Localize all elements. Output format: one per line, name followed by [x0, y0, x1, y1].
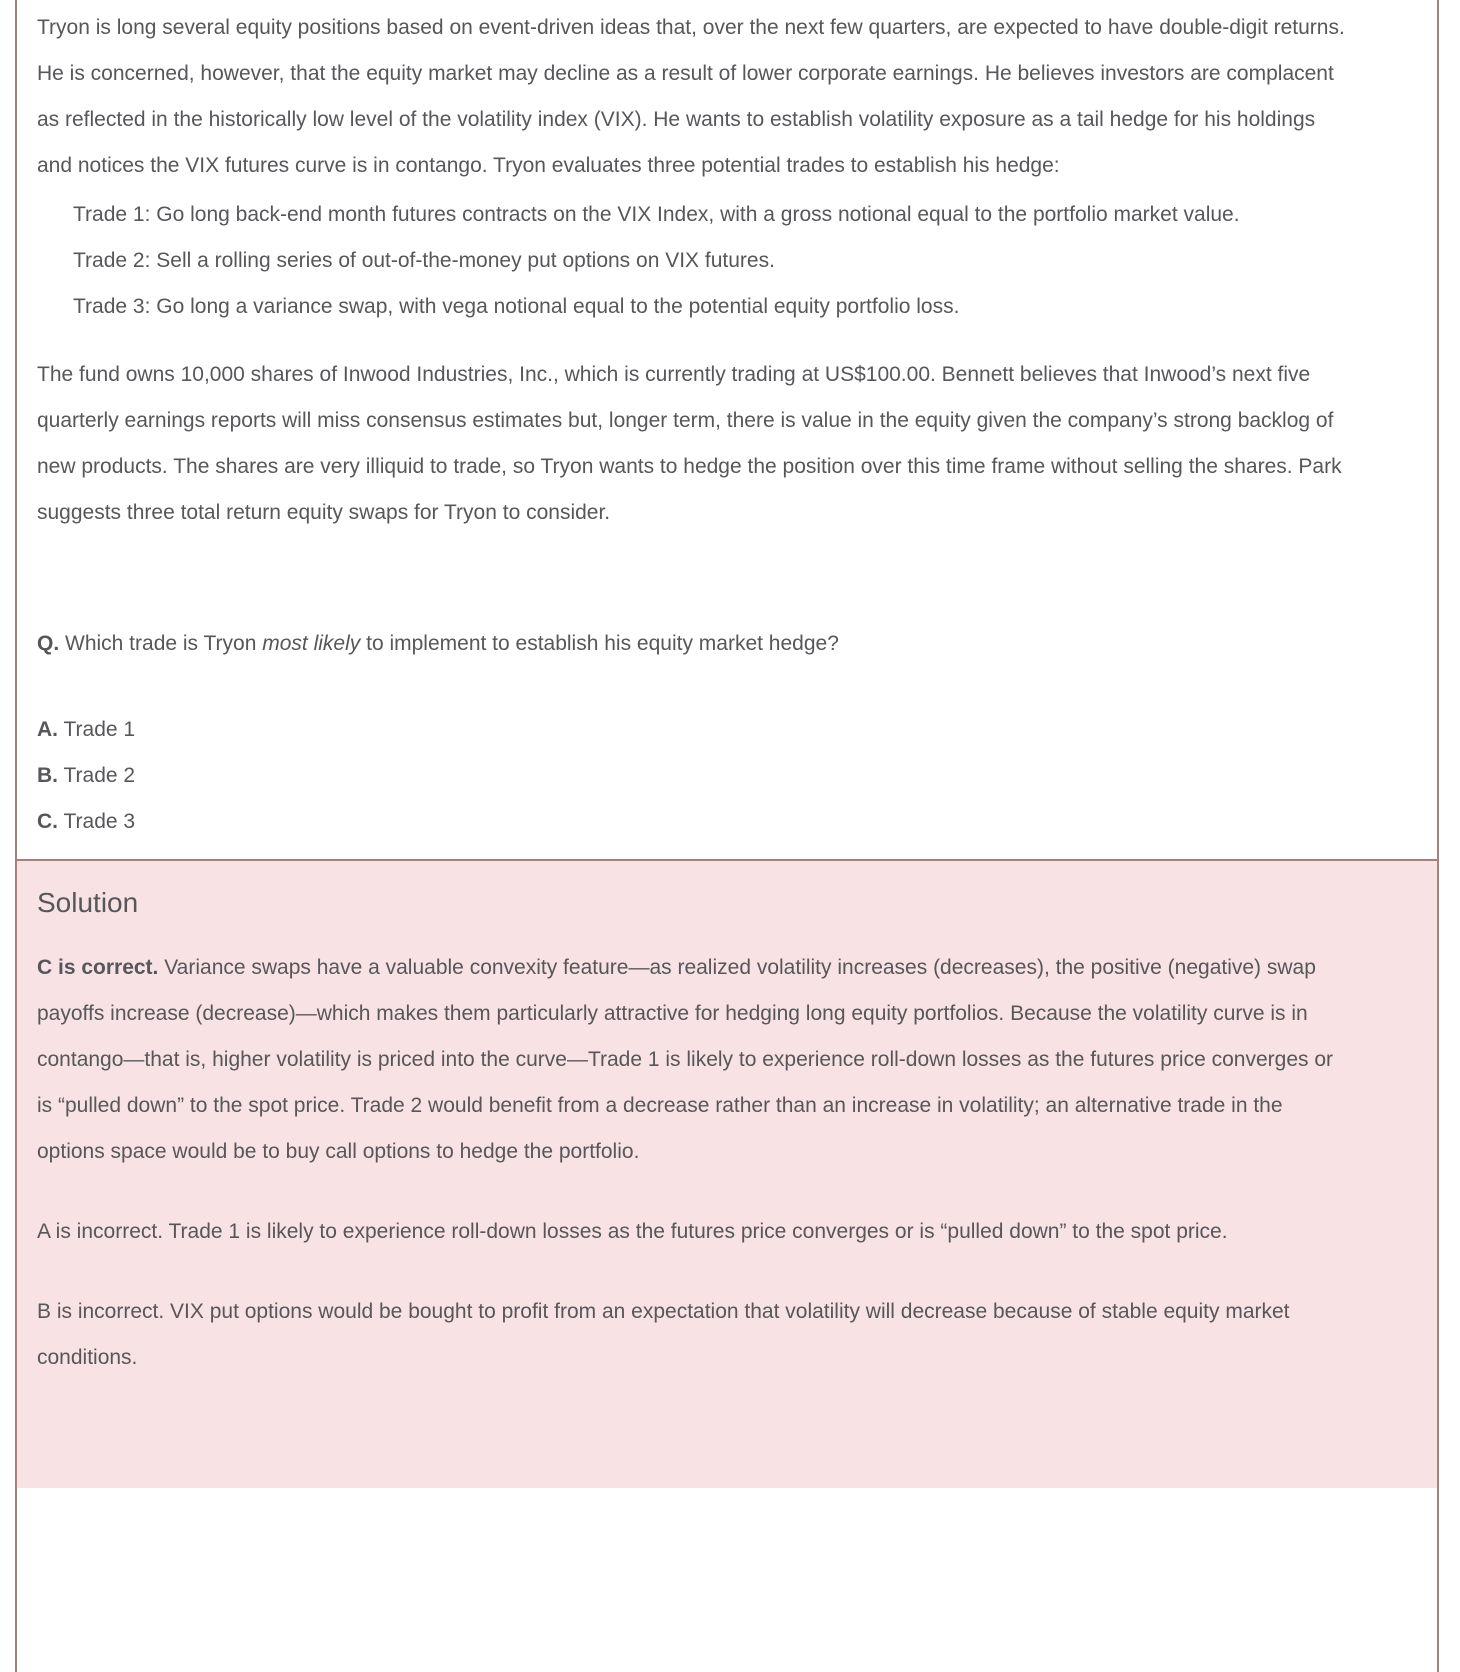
vignette-paragraph-2: The fund owns 10,000 shares of Inwood Industries, Inc., which is currently trading at US$100.00. Bennett believes that Inwood’s next five quarterly earnings reports will miss consensus estimates but, longer term, there is value in the equity given the company’s strong backlog of new products. The shares are very illiquid to trade, so Tryon wants to hedge the position over this time frame without selling the shares. Park suggests three total return equity swaps for Tryon to consider. [37, 363, 1342, 524]
question-text-before: Which trade is Tryon [59, 632, 263, 655]
option-b-letter: B. [37, 764, 58, 787]
question-card [15, 0, 1439, 1672]
question-section [17, 0, 1437, 859]
trade-1-item: Trade 1: Go long back-end month futures contracts on the VIX Index, with a gross notional equal to the portfolio market value. [73, 203, 1240, 226]
option-a-text: Trade 1 [63, 718, 136, 741]
trade-3-item: Trade 3: Go long a variance swap, with vega notional equal to the potential equity portfolio loss. [73, 295, 960, 318]
correct-answer-lead: C is correct. [37, 956, 159, 979]
incorrect-b-paragraph: B is incorrect. VIX put options would be bought to profit from an expectation that volatility will decrease because of stable equity market conditions. [37, 1300, 1290, 1369]
solution-heading: Solution [37, 887, 139, 918]
option-a [37, 707, 1347, 753]
option-c-text: Trade 3 [63, 810, 136, 833]
incorrect-a-paragraph: A is incorrect. Trade 1 is likely to experience roll-down losses as the futures price converges or is “pulled down” to the spot price. [37, 1220, 1228, 1243]
question-text-after: to implement to establish his equity market hedge? [360, 632, 839, 655]
trade-2-item: Trade 2: Sell a rolling series of out-of-the-money put options on VIX futures. [73, 249, 775, 272]
question-line [37, 621, 1347, 667]
question-label: Q. [37, 632, 60, 655]
option-c [37, 799, 1347, 845]
option-b [37, 753, 1347, 799]
answer-options [37, 707, 1347, 845]
solution-panel [17, 859, 1437, 1488]
vignette-paragraph-1: Tryon is long several equity positions based on event-driven ideas that, over the next few quarters, are expected to have double-digit returns. He is concerned, however, that the equity market may decline as a result of lower corporate earnings. He believes investors are complacent as reflected in the historically low level of the volatility index (VIX). He wants to establish volatility exposure as a tail hedge for his holdings and notices the VIX futures curve is in contango. Tryon evaluates three potential trades to establish his hedge: [37, 16, 1345, 177]
solution-answer-paragraph [37, 945, 1347, 1175]
question-text-italic: most likely [262, 632, 361, 655]
trades-list [73, 192, 1347, 330]
option-c-letter: C. [37, 810, 58, 833]
option-b-text: Trade 2 [63, 764, 136, 787]
correct-answer-explanation: Variance swaps have a valuable convexity feature—as realized volatility increases (decreases), the positive (negative) swap payoffs increase (decrease)—which makes them particularly attractive for hedging long equity portfolios. Because the volatility curve is in contango—that is, higher volatility is priced into the curve—Trade 1 is likely to experience roll-down losses as the futures price converges or is “pulled down” to the spot price. Trade 2 would benefit from a decrease rather than an increase in volatility; an alternative trade in the options space would be to buy call options to hedge the portfolio. [37, 956, 1334, 1163]
option-a-letter: A. [37, 718, 58, 741]
